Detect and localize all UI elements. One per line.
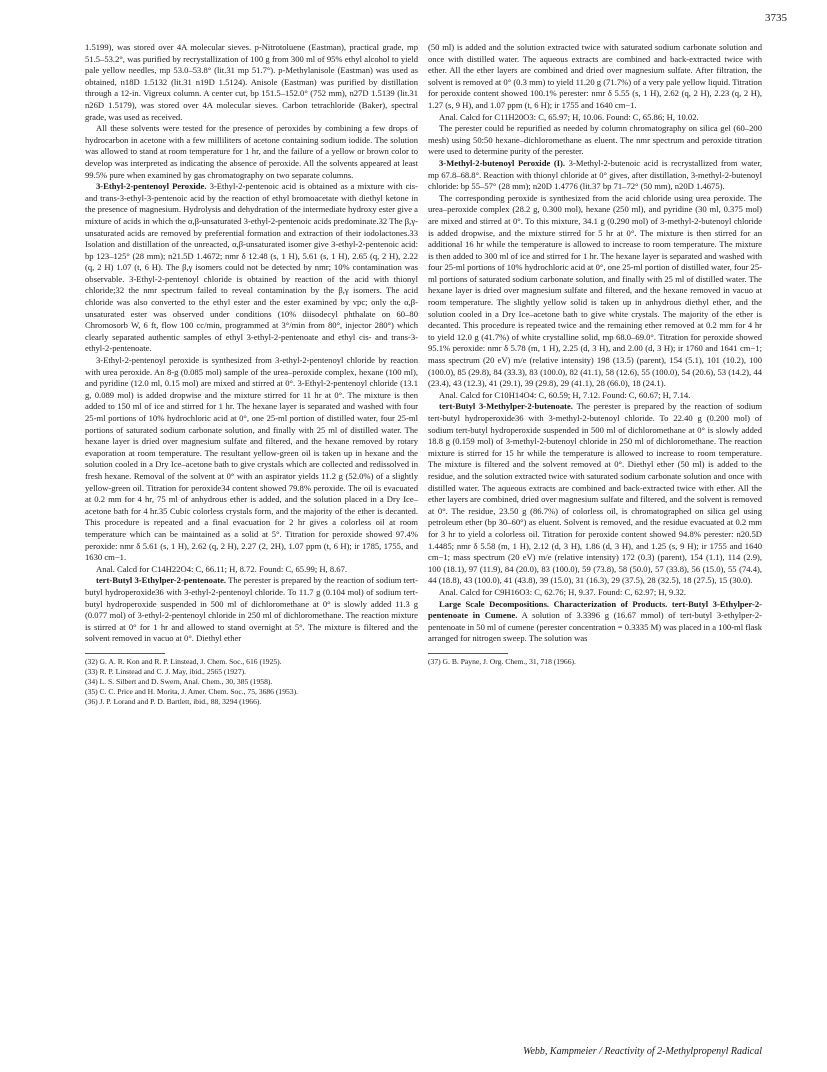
footnote: (33) R. P. Linstead and C. J. May, ibid., 2565 (1927). — [85, 666, 247, 676]
section-heading: tert-Butyl 3-Ethylper-2-pentenoate. — [96, 575, 227, 586]
paragraph: (50 ml) is added and the solution extracted twice with saturated sodium carbonate solution and once with distilled water. The aqueous extracts are combined and back-extracted twice with ether. All the ether layers are combined and dried over magnesium sulfate. After filtration, the solvent is removed at 0° (0.3 mm) to yield 11.20 g (71.7%) of a very pale yellow liquid. Titration for peroxide content showed 100.1% perester: nmr δ 5.55 (s, 1 H), 2.62 (q, 2 H), 2.23 (q, 2 H), 1.27 (s, 9 H), and 1.07 ppm (t, 6 H); ir 1755 and 1640 cm−1. — [428, 42, 762, 110]
paragraph: All these solvents were tested for the presence of peroxides by combining a few drops of hydrocarbon in acetone with a few milliliters of acetone containing sodium iodide. The solution was allowed to stand at room temperature for 1 hr, and the failure of a yellow or brown color to develop was interpreted as indicating the absence of peroxide. All the solvents appeared at least 99.5% pure when examined by gas chromatography on two separate columns. — [85, 123, 418, 180]
section-heading: Large Scale Decompositions. Characterization of Products. tert-Butyl 3-Ethylper-2-pentenoate in Cumene. — [428, 598, 762, 621]
section-heading: 3-Ethyl-2-pentenoyl Peroxide. — [96, 181, 207, 192]
footnote: (34) L. S. Silbert and D. Swern, Anal. Chem., 30, 385 (1958). — [85, 676, 273, 686]
footnote-rule — [428, 653, 508, 654]
paragraph: The corresponding peroxide is synthesized from the acid chloride using urea peroxide. The urea–peroxide complex (28.2 g, 0.300 mol), hexane (250 ml), and pyridine (30 ml, 0.375 mol) are mixed and stirred at 0°. To this mixture, 34.1 g (0.290 mol) of 3-methyl-2-butenoyl chloride is added dropwise, and the mixture stirred for 5 hr at 0°. The mixture is then stirred for an additional 16 hr while the temperature is allowed to increase to room temperature. The mixture is then added to 300 ml of ice and stirred for 1 hr. The hexane layer is separated and washed with four 25-ml portions of 10% hydrochloric acid at 0°, one 25-ml portion of distilled water, four 25-ml portions of saturated sodium carbonate solution, and finally with 25 ml of distilled water. The hexane layer is dried over magnesium sulfate and filtered, and the hexane removed in vacuo at room temperature. The slightly yellow solid is taken up in anhydrous diethyl ether, and the solution cooled in a Dry Ice–acetone bath to give white crystals. The majority of the ether is decanted. This procedure is repeated twice and the remaining ether removed at 0.2 mm for 4 hr to yield 12.0 g (41.7%) of white crystalline solid, mp 68.0–69.0°. Titration for peroxide showed 95.1% peroxide: nmr δ 5.78 (m, 1 H), 2.25 (d, 3 H), and 2.00 (d, 3 H); ir 1760 and 1641 cm−1; mass spectrum (20 eV) m/e (relative intensity) 198 (13.5) (parent), 154 (5.1), 101 (10.2), 100 (100.0), 85 (29.8), 84 (33.3), 83 (100.0), 82 (41.1), 58 (12.6), 55 (100.0), 54 (20.6), 53 (14.2), 44 (23.4), 43 (12.3), 41 (29.1), 39 (29.8), 29 (41.1), 28 (66.0), 18 (24.1). — [428, 192, 762, 389]
paragraph: tert-Butyl 3-Methylper-2-butenoate. The perester is prepared by the reaction of sodium tert-butyl hydroperoxide36 with 3-methyl-2-butenoyl chloride. To 22.40 g (0.200 mol) of sodium tert-butyl hydroperoxide suspended in 500 ml of dichloromethane at 0° is slowly added 18.8 g (0.159 mol) of 3-methyl-2-butenoyl chloride in 250 ml of dichloromethane. The reaction mixture is stirred for 15 hr while the temperature is allowed to increase to room temperature. The mixture is filtered and the solvent removed at 0°. Diethyl ether (50 ml) is added to the residue, and the solution extracted twice with saturated sodium carbonate solution and once with distilled water. The aqueous extracts are combined and back-extracted twice with ether. All the ether layers are combined, dried over magnesium sulfate and filtered, and the solvent is removed at 0°. The residue, 23.50 g (86.7%) of colorless oil, is chromatographed on silica gel using petroleum ether (bp 30–60°) as eluent. Solvent is removed, and the residue evacuated at 0.2 mm for 3 hr to yield a colorless oil. Titration for peroxide content showed 94.8% perester: n20.5D 1.4485; nmr δ 5.58 (m, 1 H), 2.12 (d, 3 H), 1.86 (d, 3 H), and 1.25 (s, 9 H); ir 1755 and 1640 cm−1; mass spectrum (20 eV) m/e (relative intensity) 172 (0.3) (parent), 154 (1.1), 114 (2.9), 100 (18.1), 97 (11.9), 84 (20.0), 83 (100.0), 59 (73.8), 58 (50.0), 57 (33.8), 56 (15.0), 55 (74.4), 44 (18.8), 43 (100.0), 41 (43.8), 39 (15.0), 31 (16.3), 29 (37.5), 28 (32.5), 18 (27.5), 15 (30.0). — [428, 401, 763, 586]
section-heading: tert-Butyl 3-Methylper-2-butenoate. — [439, 401, 573, 412]
paragraph: tert-Butyl 3-Ethylper-2-pentenoate. The perester is prepared by the reaction of sodium tert-butyl hydroperoxide36 with 3-ethyl-2-pentenoyl chloride. To 11.7 g (0.104 mol) of sodium tert-butyl hydroperoxide suspended in 500 ml of dichloromethane at 0° is slowly added 11.3 g (0.077 mol) of 3-ethyl-2-pentenoyl chloride in 250 ml of dichloromethane. The reaction mixture is stirred at 0° for 1 hr and allowed to stand overnight at 5°. The mixture is filtered and the solvent removed in vacuo at 0°. Diethyl ether — [85, 575, 418, 644]
footnote: (32) G. A. R. Kon and R. P. Linstead, J. Chem. Soc., 616 (1925). — [85, 656, 282, 666]
running-footer: Webb, Kampmeier / Reactivity of 2-Methylpropenyl Radical — [523, 1046, 762, 1057]
footnote: (36) J. P. Lorand and P. D. Bartlett, ibid., 88, 3294 (1966). — [85, 696, 262, 706]
paragraph: Large Scale Decompositions. Characterization of Products. tert-Butyl 3-Ethylper-2-pentenoate in Cumene. A solution of 3.3396 g (16.67 mmol) of tert-butyl 3-ethylper-2-pentenoate in 50 ml of cumene (perester concentration = 0.3335 M) was placed in a 100-ml flask arranged for nitrogen sweep. The solution was — [428, 598, 763, 644]
paragraph: Anal. Calcd for C14H22O4: C, 66.11; H, 8.72. Found: C, 65.99; H, 8.67. — [96, 563, 348, 574]
footnote: (37) G. B. Payne, J. Org. Chem., 31, 718 (1966). — [428, 656, 576, 666]
section-heading: 3-Methyl-2-butenoyl Peroxide (I). — [439, 157, 566, 168]
right-column — [428, 42, 762, 667]
page-number: 3735 — [765, 12, 787, 24]
paragraph: 1.5199), was stored over 4A molecular sieves. p-Nitrotoluene (Eastman), practical grade, mp 51.5–53.2°, was purified by recrystallization of 100 g from 300 ml of 95% ethyl alcohol to yield pale yellow needles, mp 53.0–53.8° (lit.31 mp 51.7°). p-Methylanisole (Eastman) was used as obtained, n18D 1.5132 (lit.31 n19D 1.5124). Anisole (Eastman) was purified by distillation through a 12-in. Vigreux column. A center cut, bp 151.5–152.0° (752 mm), n27D 1.5139 (lit.31 n26D 1.5179), was stored over 4A molecular sieves. Carbon tetrachloride (Baker), spectral grade, was used as received. — [85, 42, 418, 122]
paragraph: 3-Ethyl-2-pentenoyl peroxide is synthesized from 3-ethyl-2-pentenoyl chloride by reaction with urea peroxide. An 8-g (0.085 mol) sample of the urea–peroxide complex, hexane (100 ml), and pyridine (12.0 ml, 0.15 mol) are mixed and stirred at 0°. 3-Ethyl-2-pentenoyl chloride (13.1 g, 0.089 mol) is added dropwise and the mixture stirred for 11 hr at 0°. The mixture is then added to 150 ml of ice and stirred for 1 hr. The hexane layer is separated and washed with four 25-ml portions of 10% hydrochloric acid at 0°, one 25-ml portion of distilled water, four 25-ml portions of saturated sodium carbonate solution, and finally with 25 ml of distilled water. The hexane layer is dried over magnesium sulfate and filtered, and the hexane removed by rotary evaporation at room temperature. The resultant yellow-green oil is taken up in hexane and the solution cooled in a Dry Ice–acetone bath to give crystals which are collected and redissolved in fresh hexane. Removal of the solvent at 0° with an aspirator yields 11.2 g (52.0%) of a slightly yellow-green oil. Titration for peroxide34 content showed 79.8% peroxide. The oil is evacuated at 0.2 mm for 4 hr, 75 ml of anhydrous ether is added, and the solution placed in a Dry Ice–acetone bath for 4 hr.35 Cubic colorless crystals form, and the majority of the ether is decanted. This procedure is repeated and a final evacuation for 2 hr gives a colorless oil at room temperature which can be maintained as a solid at 5°. Titration for peroxide showed 97.4% peroxide: nmr δ 5.61 (s, 1 H), 2.62 (q, 2 H), 2.27 (2, 2H), 1.07 ppm (t, 6 H); ir 1785, 1755, and 1630 cm−1. — [85, 355, 418, 563]
footnote: (35) C. C. Price and H. Morita, J. Amer. Chem. Soc., 75, 3686 (1953). — [85, 686, 299, 696]
left-column — [85, 42, 418, 707]
footnote-rule — [85, 653, 165, 654]
paragraph: 3-Ethyl-2-pentenoyl Peroxide. 3-Ethyl-2-pentenoic acid is obtained as a mixture with cis- and trans-3-ethyl-3-pentenoic acid by the reaction of ethyl bromoacetate with diethyl ketone in the presence of magnesium. Hydrolysis and dehydration of the intermediate hydroxy ester give a mixture of acids in which the α,β-unsaturated 3-ethyl-2-pentenoic acids predominate.32 The β,γ-unsaturated acids are removed by preferential formation and extraction of their iodolactones.33 Isolation and distillation of the unreacted, α,β-unsaturated isomer give 3-ethyl-2-pentenoic acid: bp 123–125° (28 mm); n21.5D 1.4672; nmr δ 12.48 (s, 1 H), 5.61 (s, 1 H), 2.65 (q, 2 H), 2.22 (q, 2 H) 1.07 (t, 6 H). The β,γ isomers could not be detected by nmr; 10% contamination was observable. 3-Ethyl-2-pentenoyl chloride is obtained by reaction of the acid with thionyl chloride;32 the nmr spectrum failed to reveal contamination by the β,γ isomers. The acid chloride was also converted to the ethyl ester and the ester examined by vpc; only the α,β-unsaturated ester was observed under conditions (10% diisodecyl phthalate on 60–80 Chromosorb W, 6 ft, flow 100 cc/min, programmed at 3°/min from 80°, injector 280°) which clearly separated authentic samples of ethyl 3-ethyl-2-pentenoate and ethyl cis- and trans-3-ethyl-2-pentenoate. — [85, 181, 418, 354]
paragraph: 3-Methyl-2-butenoyl Peroxide (I). 3-Methyl-2-butenoic acid is recrystallized from water, mp 67.8–68.8°. Reaction with thionyl chloride at 0° gives, after distillation, 3-methyl-2-butenoyl chloride: bp 55–57° (28 mm); n20D 1.4776 (lit.37 bp 71–72° (50 mm), n20D 1.4675). — [428, 157, 762, 192]
paragraph: Anal. Calcd for C9H16O3: C, 62.76; H, 9.37. Found: C, 62.97; H, 9.32. — [439, 586, 687, 597]
paragraph: The perester could be repurified as needed by column chromatography on silica gel (60–200 mesh) using 50:50 hexane–dichloromethane as eluent. The nmr spectrum and peroxide titration were used to determine purity of the perester. — [428, 123, 762, 157]
paragraph: Anal. Calcd for C10H14O4: C, 60.59; H, 7.12. Found: C, 60.67; H, 7.14. — [439, 389, 691, 400]
paragraph: Anal. Calcd for C11H20O3: C, 65.97; H, 10.06. Found: C, 65.86; H, 10.02. — [439, 111, 699, 122]
